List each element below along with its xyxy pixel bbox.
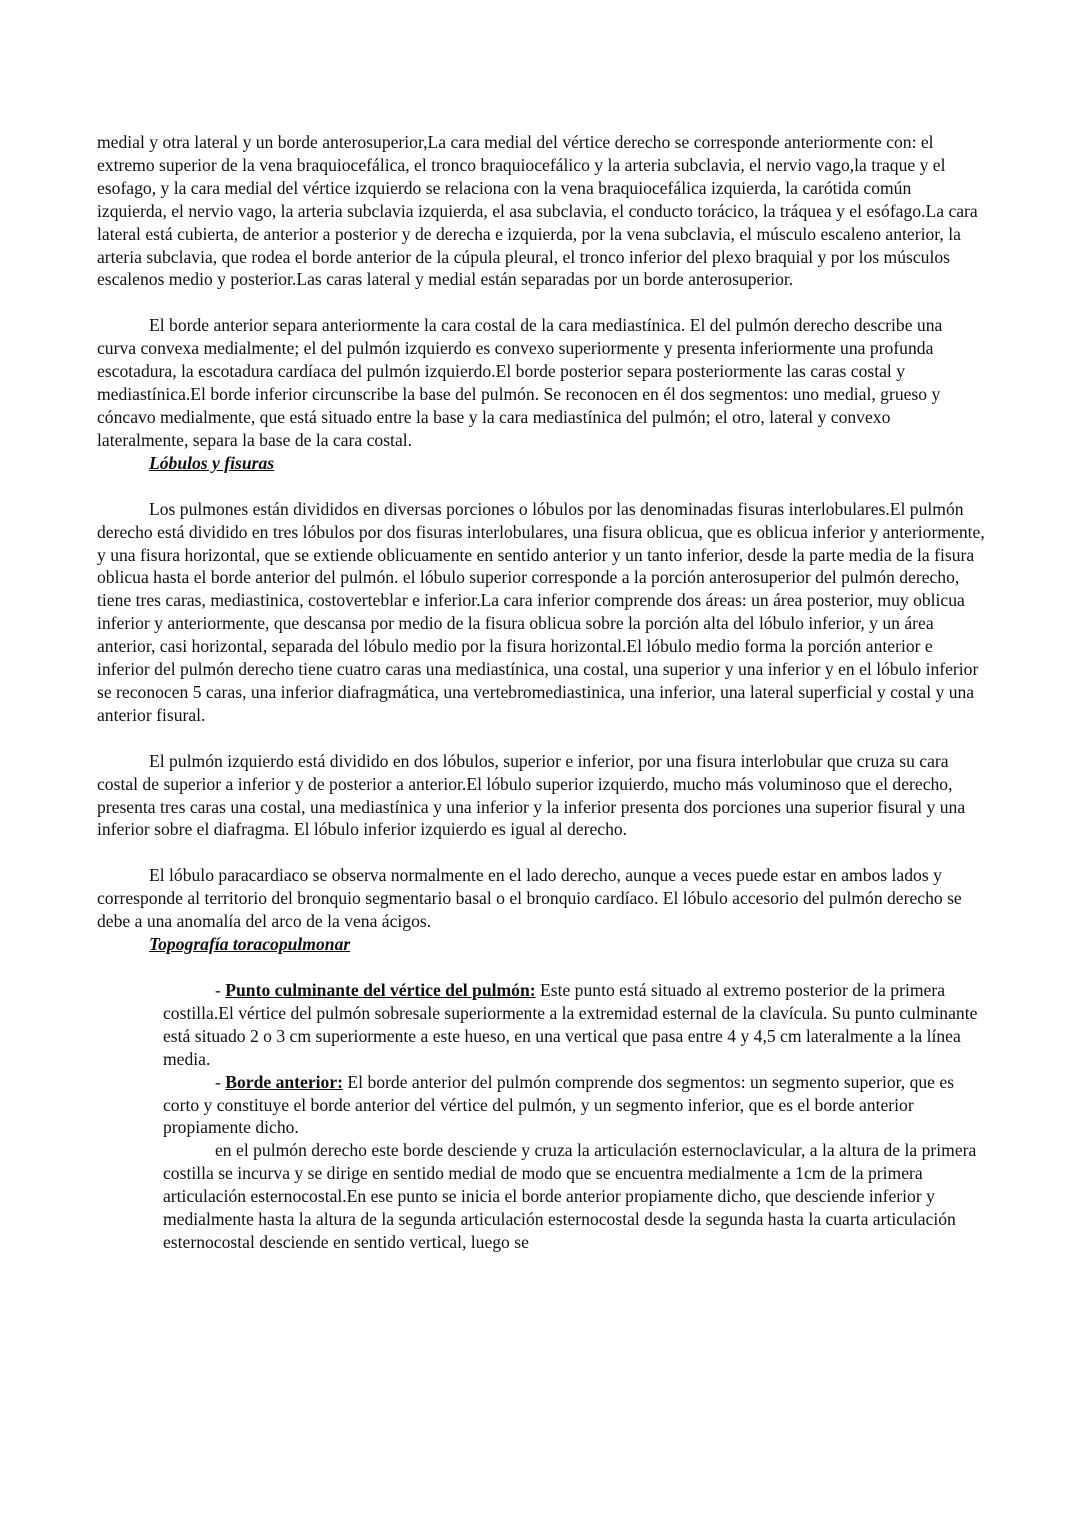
list-text: El borde anterior del pulmón comprende dos segmentos: un segmento superior, que es corto y constituye el borde anterior del vértice del pulmón, y un segmento inferior, que es el borde anterior propiamente dicho.	[163, 1071, 955, 1138]
list-item-right-border-course: en el pulmón derecho este borde desciende y cruza la articulación esternoclavicular, a la altura de la primera costilla se incurva y se dirige en sentido medial de modo que se encuentra medialmente a 1cm de la primera articulación esternocostal.En ese punto se inicia el borde anterior propiamente dicho, que desciende inferior y medialmente hasta la altura de la segunda articulación esternocostal desde la segunda hasta la cuarta articulación esternocostal desciende en sentido vertical, luego se	[163, 1140, 977, 1252]
section-heading-lobes: Lóbulos y fisuras	[149, 452, 275, 473]
list-text: Este punto está situado al extremo posterior de la primera costilla.El vértice del pulmón sobresale superiormente a la extremidad esternal de la clavícula. Su punto culminante está situado 2 o 3 cm superiormente a este hueso, en una vertical que pasa entre 4 y 4,5 cm lateralmente a la línea media.	[163, 980, 978, 1069]
section-heading-topography: Topografía toracopulmonar	[149, 934, 351, 955]
list-term: Borde anterior:	[225, 1071, 344, 1092]
document-page	[97, 131, 985, 1254]
paragraph-right-lung-lobes: Los pulmones están divididos en diversas porciones o lóbulos por las denominadas fisuras interlobulares.El pulmón derecho está dividido en tres lóbulos por dos fisuras interlobulares, una fisura oblicua, que es oblicua inferior y anteriormente, y una fisura horizontal, que se extiende oblicuamente en sentido anterior y un tanto inferior, desde la parte media de la fisura oblicua hasta el borde anterior del pulmón. el lóbulo superior corresponde a la porción anterosuperior del pulmón derecho, tiene tres caras, mediastinica, costoverteblar e inferior.La cara inferior comprende dos áreas: un área posterior, muy oblicua inferior y anteriormente, que descansa por medio de la fisura oblicua sobre la porción alta del lóbulo inferior, y un área anterior, casi horizontal, separada del lóbulo medio por la fisura horizontal.El lóbulo medio forma la porción anterior e inferior del pulmón derecho tiene cuatro caras una mediastínica, una costal, una superior y una inferior y en el lóbulo inferior se reconocen 5 caras, una inferior diafragmática, una vertebromediastinica, una inferior, una lateral superficial y costal y una anterior fisural.	[97, 498, 985, 725]
topography-list	[163, 979, 985, 1254]
paragraph-lung-borders: El borde anterior separa anteriormente la cara costal de la cara mediastínica. El del pulmón derecho describe una curva convexa medialmente; el del pulmón izquierdo es convexo superiormente y presenta inferiormente una profunda escotadura, la escotadura cardíaca del pulmón izquierdo.El borde posterior separa posteriormente las caras costal y mediastínica.El borde inferior circunscribe la base del pulmón. Se reconocen en él dos segmentos: uno medial, grueso y cóncavo medialmente, que está situado entre la base y la cara mediastínica del pulmón; el otro, lateral y convexo lateralmente, separa la base de la cara costal.	[97, 315, 943, 450]
paragraph-paracardiac-lobe: El lóbulo paracardiaco se observa normalmente en el lado derecho, aunque a veces puede estar en ambos lados y corresponde al territorio del bronquio segmentario basal o el bronquio cardíaco. El lóbulo accesorio del pulmón derecho se debe a una anomalía del arco de la vena ácigos.	[97, 865, 962, 932]
list-item-anterior-border	[163, 1071, 985, 1140]
paragraph-vertex-faces: medial y otra lateral y un borde anterosuperior,La cara medial del vértice derecho se corresponde anteriormente con: el extremo superior de la vena braquiocefálica, el tronco braquiocefálico y la arteria subclavia, el nervio vago,la traque y el esofago, y la cara medial del vértice izquierdo se relaciona con la vena braquiocefálica izquierda, la carótida común izquierda, el nervio vago, la arteria subclavia izquierda, el asa subclavia, el conducto torácico, la tráquea y el esófago.La cara lateral está cubierta, de anterior a posterior y de derecha e izquierda, por la vena subclavia, el músculo escaleno anterior, la arteria subclavia, que rodea el borde anterior de la cúpula pleural, el tronco inferior del plexo braquial y por los músculos escalenos medio y posterior.Las caras lateral y medial están separadas por un borde anterosuperior.	[97, 132, 978, 290]
list-dash: -	[215, 980, 226, 1000]
list-item-vertex-point	[163, 979, 985, 1071]
list-dash: -	[215, 1071, 226, 1092]
paragraph-left-lung-lobes: El pulmón izquierdo está dividido en dos lóbulos, superior e inferior, por una fisura interlobular que cruza su cara costal de superior a inferior y de posterior a anterior.El lóbulo superior izquierdo, mucho más voluminoso que el derecho, presenta tres caras una costal, una mediastínica y una inferior y la inferior presenta dos porciones una superior fisural y una inferior sobre el diafragma. El lóbulo inferior izquierdo es igual al derecho.	[97, 750, 966, 840]
list-term: Punto culminante del vértice del pulmón:	[225, 980, 536, 1000]
